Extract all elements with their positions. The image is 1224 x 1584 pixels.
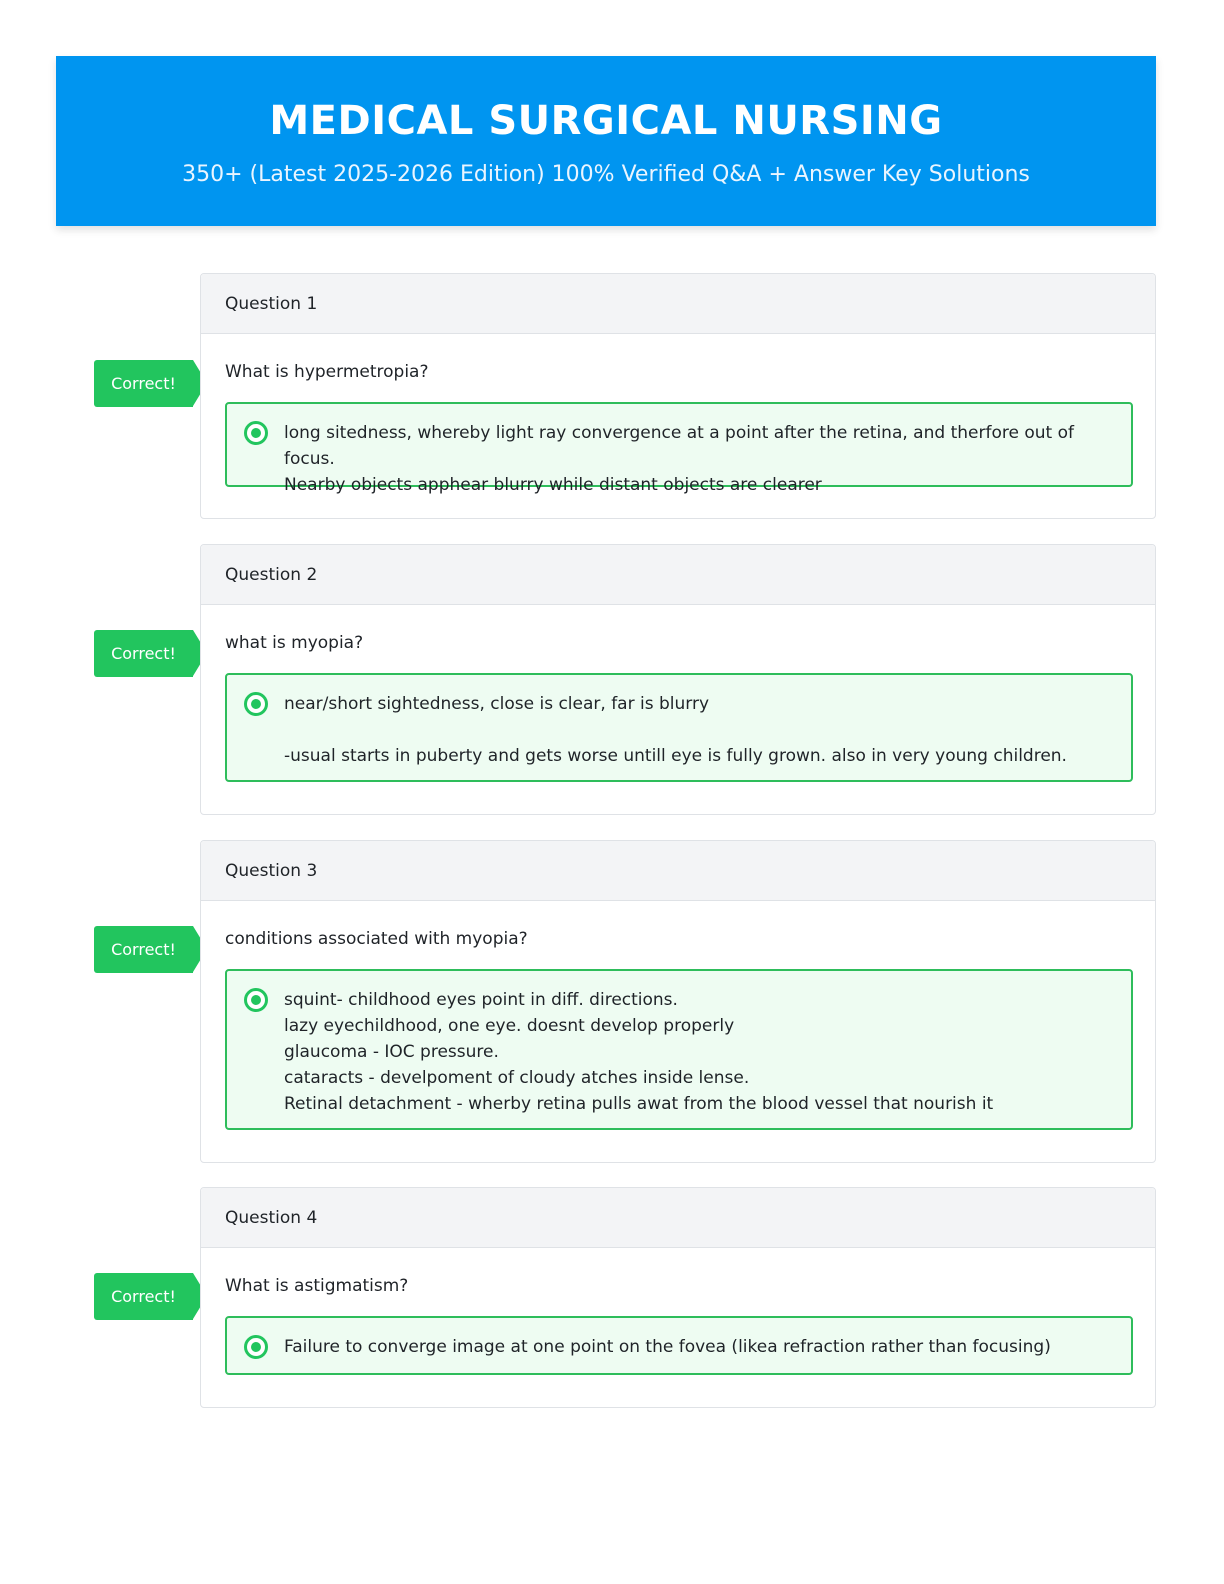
page-subtitle: 350+ (Latest 2025-2026 Edition) 100% Verified Q&A + Answer Key Solutions	[182, 162, 1030, 187]
answer-text: Failure to converge image at one point on the fovea (likea refraction rather than focusing)	[284, 1337, 1051, 1357]
correct-badge: Correct!	[94, 926, 193, 973]
correct-badge: Correct!	[94, 1273, 193, 1320]
answer-text: squint- childhood eyes point in diff. directions. lazy eyechildhood, one eye. doesnt develop properly glaucoma - IOC pressure. cataracts - develpoment of cloudy atches inside lense. Retinal detachment - wherby retina pulls awat from the blood vessel that nourish it	[284, 990, 994, 1114]
answer-option[interactable]	[225, 402, 1133, 495]
radio-selected-icon[interactable]	[244, 421, 268, 445]
question-text: conditions associated with myopia?	[225, 929, 528, 949]
question-text: what is myopia?	[225, 633, 364, 653]
radio-selected-icon[interactable]	[244, 1335, 268, 1359]
question-text: What is astigmatism?	[225, 1276, 409, 1296]
question-text: What is hypermetropia?	[225, 362, 429, 382]
correct-badge: Correct!	[94, 360, 193, 407]
question-card	[200, 840, 1156, 1163]
question-number: Question 2	[201, 545, 1155, 605]
page-title: MEDICAL SURGICAL NURSING	[269, 98, 943, 144]
question-card	[200, 544, 1156, 815]
question-number: Question 1	[201, 274, 1155, 334]
correct-badge: Correct!	[94, 630, 193, 677]
answer-text: long sitedness, whereby light ray convergence at a point after the retina, and therfore out of focus. Nearby objects apphear blurry while distant objects are clearer	[284, 423, 1074, 495]
answer-text: near/short sightedness, close is clear, far is blurry -usual starts in puberty and gets worse untill eye is fully grown. also in very young children.	[284, 694, 1067, 766]
answer-option[interactable]	[225, 1316, 1133, 1375]
answer-option[interactable]	[225, 673, 1133, 782]
radio-selected-icon[interactable]	[244, 692, 268, 716]
question-card	[200, 1187, 1156, 1408]
radio-selected-icon[interactable]	[244, 988, 268, 1012]
header-banner	[56, 56, 1156, 226]
question-card	[200, 273, 1156, 519]
question-number: Question 4	[201, 1188, 1155, 1248]
answer-option[interactable]	[225, 969, 1133, 1130]
question-number: Question 3	[201, 841, 1155, 901]
